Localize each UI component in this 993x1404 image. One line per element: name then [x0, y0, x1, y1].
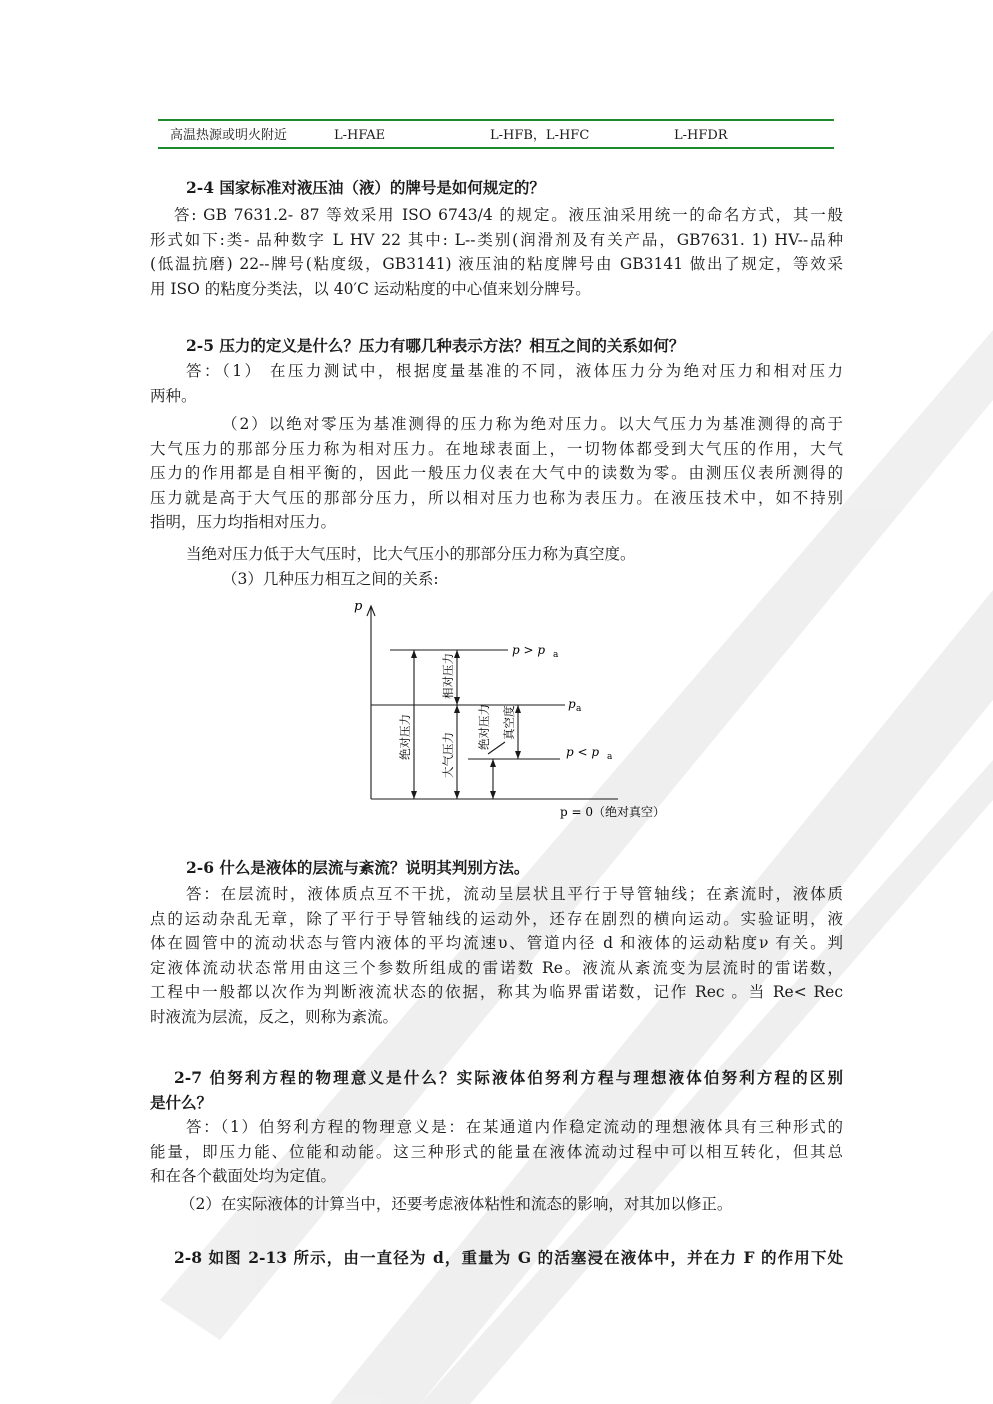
pressure-relationship-diagram [340, 592, 680, 826]
text-line: (低温抗磨) 22--牌号(粘度级，GB3141) 液压油的粘度牌号由 GB3141 做出了规定，等效采 [150, 255, 843, 273]
label-vacuum: 真空度 [502, 705, 516, 740]
question-2-5-title: 2-5 压力的定义是什么？压力有哪几种表示方法？相互之间的关系如何？ [186, 336, 685, 355]
table-cell: L-HFB，L-HFC [490, 128, 590, 143]
answer-2-7-part2: （2）在实际液体的计算当中，还要考虑液体粘性和流态的影响，对其加以修正。 [180, 1195, 733, 1213]
text-line: （2）以绝对零压为基准测得的压力称为绝对压力。以大气压力为基准测得的高于 [222, 415, 843, 433]
answer-2-5-part4: （3）几种压力相互之间的关系: [222, 570, 439, 588]
label-p-less: p < p [566, 745, 600, 759]
answer-2-6 [150, 882, 843, 1029]
label-atmospheric: 大气压力 [441, 732, 455, 778]
text-line: 用 ISO 的粘度分类法，以 40′C 运动粘度的中心值来划分牌号。 [150, 279, 591, 298]
label-p-greater: p > p [512, 643, 546, 657]
label-relative: 相对压力 [441, 653, 455, 699]
answer-2-5-part1 [150, 359, 843, 408]
table-top-rule [158, 119, 834, 121]
answer-2-4 [150, 203, 843, 301]
text-line: 答：在层流时，液体质点互不干扰，流动呈层状且平行于导管轴线；在紊流时，液体质 [186, 885, 843, 903]
question-2-6-title: 2-6 什么是液体的层流与紊流？说明其判别方法。 [186, 858, 530, 877]
label-absolute-vacuum: p = 0（绝对真空） [560, 805, 666, 819]
text-line: 和在各个截面处均为定值。 [150, 1167, 337, 1185]
text-line: 压力就是高于大气压的那部分压力，所以相对压力也称为表压力。在液压技术中，如不持别 [150, 488, 843, 507]
label-pa: p [568, 697, 576, 711]
question-2-7-title [150, 1066, 843, 1115]
table-cell: L-HFDR [674, 128, 728, 143]
table-cell: 高温热源或明火附近 [170, 128, 288, 143]
text-line: 是什么？ [150, 1092, 213, 1112]
question-2-4-title: 2-4 国家标准对液压油（液）的牌号是如何规定的？ [186, 178, 545, 197]
text-line: 答：（1） 在压力测试中，根据度量基准的不同，液体压力分为绝对压力和相对压力 [186, 362, 843, 380]
text-line: 压力的作用都是自相平衡的，因此一般压力仪表在大气中的读数为零。由测压仪表所测得的 [150, 464, 843, 482]
text-line: 2-7 伯努利方程的物理意义是什么？实际液体伯努利方程与理想液体伯努利方程的区别 [174, 1068, 843, 1087]
text-line: 大气压力的那部分压力称为相对压力。在地球表面上，一切物体都受到大气压的作用，大气 [150, 439, 843, 458]
text-line: 答：（1）伯努利方程的物理意义是：在某通道内作稳定流动的理想液体具有三种形式的 [186, 1118, 843, 1136]
label-p-greater-sub: a [553, 650, 559, 660]
text-line: 答: GB 7631.2- 87 等效采用 ISO 6743/4 的规定。液压油采用统一的命名方式，其一般 [174, 206, 843, 224]
text-line: 点的运动杂乱无章，除了平行于导管轴线的运动外，还存在剧烈的横向运动。实验证明，液 [150, 909, 843, 928]
text-line: 形式如下:类- 品种数字 L HV 22 其中: L--类别(润滑剂及有关产品，GB7631. 1) HV--品种 [150, 230, 843, 249]
answer-2-7-part1 [150, 1115, 843, 1189]
answer-2-5-part3: 当绝对压力低于大气压时，比大气压小的那部分压力称为真空度。 [186, 545, 636, 563]
text-line: 定液体流动状态常用由这三个参数所组成的雷诺数 Re。液流从紊流变为层流时的雷诺数， [150, 958, 843, 977]
table-bottom-rule [158, 147, 834, 149]
label-absolute-right: 绝对压力 [477, 704, 491, 750]
table-row [158, 126, 834, 146]
text-line: 两种。 [150, 386, 197, 405]
label-pa-sub: a [576, 704, 582, 714]
axis-p-label: p [354, 599, 363, 614]
text-line: 2-8 如图 2-13 所示，由一直径为 d，重量为 G 的活塞浸在液体中，并在力 F 的作用下处 [174, 1248, 843, 1267]
label-p-less-sub: a [607, 752, 613, 762]
label-absolute-left: 绝对压力 [398, 714, 412, 760]
text-line: 指明，压力均指相对压力。 [150, 513, 337, 531]
text-line: 工程中一般都以次作为判断液流状态的依据，称其为临界雷诺数，记作 Rec 。当 Re< Rec [150, 983, 843, 1001]
table-cell: L-HFAE [334, 128, 386, 143]
text-line: 时液流为层流，反之，则称为紊流。 [150, 1007, 399, 1026]
answer-2-5-part2 [150, 412, 843, 535]
question-2-8-title [150, 1246, 843, 1271]
text-line: 体在圆管中的流动状态与管内液体的平均流速υ、管道内径 d 和液体的运动粘度ν 有关。判 [150, 934, 843, 952]
text-line: 能量，即压力能、位能和动能。这三种形式的能量在液体流动过程中可以相互转化，但其总 [150, 1142, 843, 1161]
